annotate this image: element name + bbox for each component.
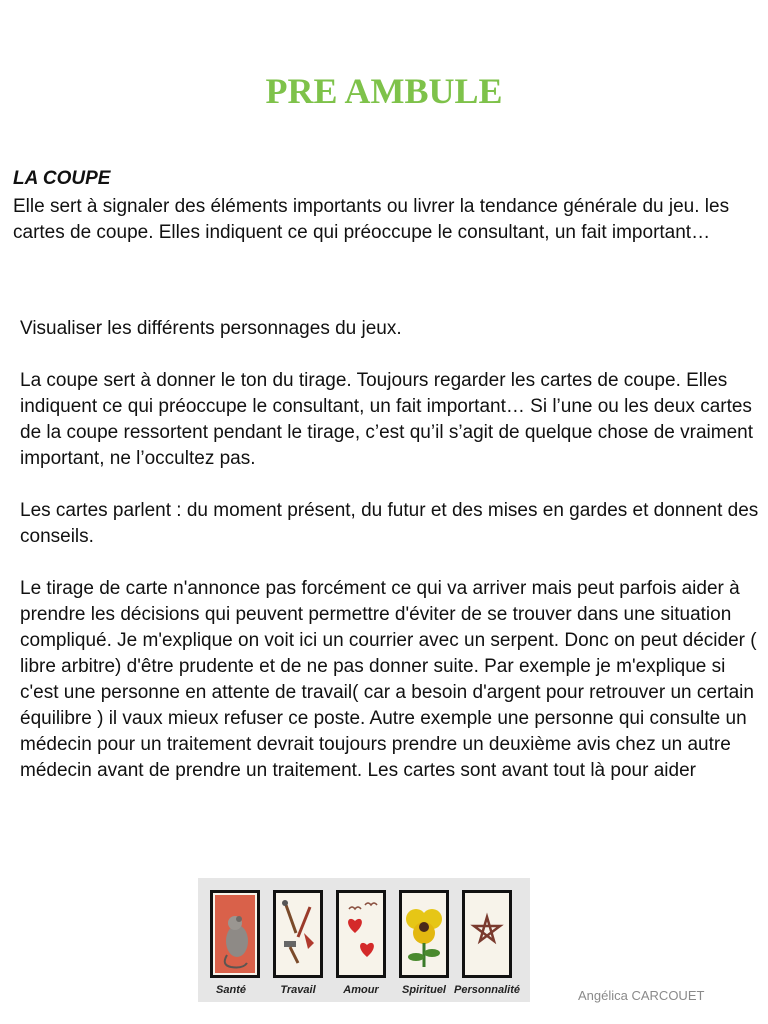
tools-icon: [276, 893, 320, 975]
card-label-amour: Amour: [343, 984, 379, 996]
paragraph: Les cartes parlent : du moment présent, du futur et des mises en gardes et donnent des conseils.: [20, 500, 759, 547]
card-spirituel: [399, 890, 449, 978]
card-travail: [273, 890, 323, 978]
card-personnalite: [462, 890, 512, 978]
pentagram-icon: [465, 893, 509, 975]
body-text: [20, 316, 760, 810]
card-strip: [198, 878, 530, 1002]
paragraph: Le tirage de carte n'annonce pas forcément ce qui va arriver mais peut parfois aider à prendre les décisions qui peuvent permettre d'éviter de se trouver dans une situation compliqué. Je m'explique on voit ici un courrier avec un serpent. Donc on peut décider ( libre arbitre) d'être prudente et de ne pas donner suite. Par exemple je m'explique si c'est une personne en attente de travail( car a besoin d'argent pour retrouver un certain équilibre ) il vaux mieux refuser ce poste. Autre exemple une personne qui consulte un médecin pour un traitement devrait toujours prendre un deuxième avis chez un autre médecin avant de prendre un traitement. Les cartes sont avant tout là pour aider: [20, 578, 757, 781]
section-intro: Elle sert à signaler des éléments importants ou livrer la tendance générale du jeu. les cartes de coupe. Elles indiquent ce qui préoccupe le consultant, un fait important…: [13, 196, 730, 243]
paragraph: Visualiser les différents personnages du jeux.: [20, 318, 402, 339]
hearts-birds-icon: [339, 893, 383, 975]
author-signature: Angélica CARCOUET: [578, 988, 705, 1003]
card-label-sante: Santé: [216, 984, 246, 996]
rat-icon: [213, 893, 257, 975]
page-title: PRE AMBULE: [265, 71, 503, 111]
pansy-flower-icon: [402, 893, 446, 975]
card-label-travail: Travail: [280, 984, 316, 996]
card-amour: [336, 890, 386, 978]
card-label-spirituel: Spirituel: [401, 984, 446, 996]
card-sante: [210, 890, 260, 978]
paragraph: La coupe sert à donner le ton du tirage. Toujours regarder les cartes de coupe. Elles indiquent ce qui préoccupe le consultant, un fait important… Si l’une ou les deux cartes de la coupe ressortent pendant le tirage, c’est qu’il s’agit de quelque chose de vraiment important, ne l’occultez pas.: [20, 370, 754, 469]
card-label-personnalite: Personnalité: [453, 984, 521, 996]
section-heading: LA COUPE: [13, 168, 111, 189]
